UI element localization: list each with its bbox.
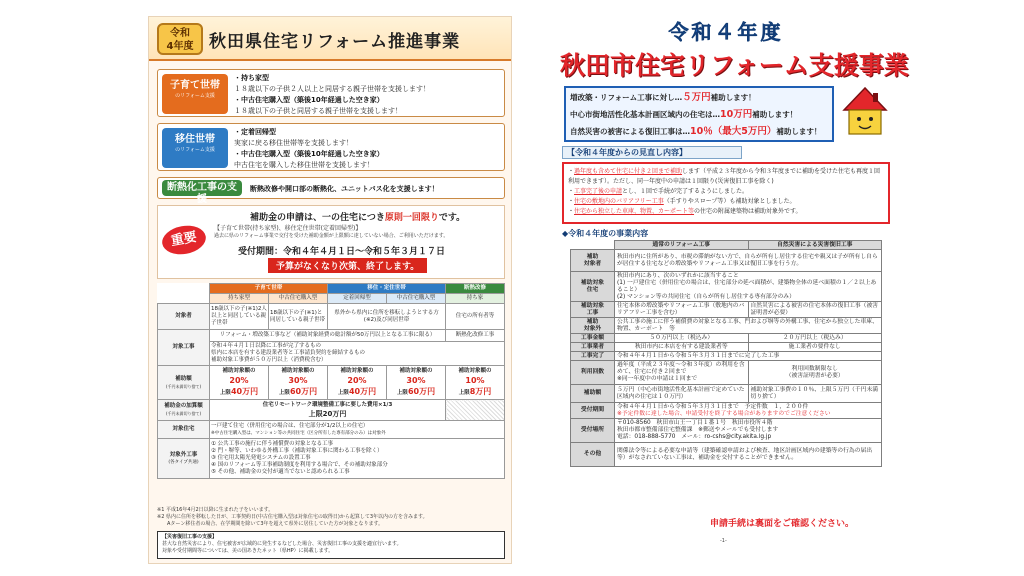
table-cell: 18歳以下の子(※1)と同居している親子世帯 [269, 304, 328, 330]
table-head: 自然災害による災害復旧工事 [748, 241, 882, 250]
table-row [571, 343, 882, 352]
house-mascot-icon [842, 84, 888, 142]
table-subhead: 中古住宅購入型 [269, 294, 328, 304]
table-subhead: 持ち家型 [210, 294, 269, 304]
table-cell: 住宅の所有者等 [446, 304, 505, 330]
row-label: 補助額 (千円未満切り捨て) [158, 366, 210, 400]
prefecture-flyer-header [149, 17, 512, 61]
table-row [571, 419, 882, 443]
row-label: 工事完了 [571, 352, 615, 361]
table-cell: 一戸建て住宅（併用住宅の場合は、住宅部分が1/2以上の住宅） ※中古住宅購入型は、マンション等の共同住宅（区分所有した専有部分のみ）は対象外 [210, 421, 505, 439]
table-cell: 自然災害による被害の住宅本体の復旧工事（被害証明書が必要） [748, 302, 882, 318]
disaster-support-box: 【災害復旧工事の支援】 甚大な自然災害により、住宅被害が広域的に発生するなどした場合、災害復旧工事の支援を適宜行います。 対象や受付期間等については、美の国あきたネット（県HP）に掲載します。 [157, 531, 505, 559]
city-flyer-year: 令和４年度 [668, 20, 784, 44]
category-child-rearing [157, 69, 505, 117]
reception-period: 受付期間：令和４年４月１日～令和５年３月１７日 [238, 247, 446, 257]
table-row [571, 385, 882, 403]
table-cell: 18歳以下の子(※1)2人以上と同居している親子世帯 [210, 304, 269, 330]
table-cell: 過年度（平成２３年度～令和３年度）の利用を含めて、住宅に付き２回まで ※同一年度中の申請は１回まで [615, 361, 749, 385]
table-row [571, 403, 882, 419]
table-row [158, 294, 505, 304]
change-item: ・過年度も含めて住宅に付き２回まで補助します（平成２３年度から令和３年度までに補助を受けた住宅も再度１回利用できます）。ただし、同一年度中の申請は１回限り(災害復旧工事を除く) [568, 168, 881, 185]
table-row [158, 439, 505, 479]
table-row [571, 352, 882, 361]
table-head: 断熱改修 [446, 284, 505, 294]
table-cell: 〒010-8560 秋田市山王一丁目１番１号 秋田市役所４階 秋田市都市整備部住宅整備課 ※郵送やメールでも受付します 電話：018-888-5770 メール：ro-cshs@city.akita.lg.jp [615, 419, 882, 443]
table-row [158, 330, 505, 342]
table-row [158, 366, 505, 400]
table-head: 通常のリフォーム工事 [615, 241, 749, 250]
category-migrant [157, 123, 505, 171]
change-item: ・住宅から独立した車庫、物置、カーポート等の住宅の附属建築物は補助対象外です。 [568, 208, 802, 215]
notice-one-time: 補助金の申請は、一の住宅につき原則一回限りです。 [250, 213, 466, 223]
row-label: 対象工事 [158, 330, 210, 366]
table-cell: 施工業者の要件なし [748, 343, 882, 352]
amount-cell: 補助対象額の 30% 上限60万円 [269, 366, 328, 400]
table-cell: ５万円（中心市街地活性化基本計画で定めていた区域内の住宅は１０万円） [615, 385, 749, 403]
table-cell: 住宅リモートワーク環境整備工事に要した費用×1/3 上限20万円 [210, 400, 446, 421]
highlight-line: 増改築・リフォーム工事に対し…５万円補助します！ [570, 92, 756, 103]
akita-prefecture-flyer [148, 16, 512, 564]
table-row [158, 284, 505, 294]
highlight-line: 自然災害の被害による復旧工事は…10％（最大5万円）補助します！ [570, 126, 822, 137]
row-label: 工事金額 [571, 334, 615, 343]
amount-cell: 補助対象額の 20% 上限40万円 [328, 366, 387, 400]
row-label: 補助 対象者 [571, 250, 615, 272]
table-row [571, 302, 882, 318]
table-cell: リフォーム・増改築工事など（補助対象経費の総計額が50万円以上となる工事に限る） [210, 330, 446, 342]
table-row [571, 334, 882, 343]
amount-cell: 補助対象額の 30% 上限60万円 [387, 366, 446, 400]
table-cell: 住宅本体の増改築やリフォーム工事（敷地内のバリアフリー工事を含む） [615, 302, 749, 318]
row-label: 補助対象 住宅 [571, 272, 615, 302]
row-label: 補助 対象外 [571, 318, 615, 334]
table-row [571, 361, 882, 385]
row-label: 対象者 [158, 304, 210, 330]
table-cell [446, 400, 505, 421]
row-label: 補助対象 工事 [571, 302, 615, 318]
table-cell: 断熱化改修工事 [446, 330, 505, 342]
notice-condition: 過去に県のリフォーム事業で交付を受けた補助金額が上限額に達していない場合、ご利用いただけます。 [214, 233, 449, 239]
row-label: 対象外工事 (各タイプ共通) [158, 439, 210, 479]
table-row [571, 318, 882, 334]
category-label: 子育て世帯 のリフォーム支援 [162, 74, 228, 114]
important-notice [157, 205, 505, 279]
row-label: 対象住宅 [158, 421, 210, 439]
row-label: 補助金の加算額 (千円未満切り捨て) [158, 400, 210, 421]
city-program-table [570, 240, 882, 467]
table-cell: 令和４年４月１日以降に工事が完了するもの 県内に本店を有する建設業者等と工事請負契約を締結するもの 補助対象工事費が５０万円以上（消費税含む） [210, 342, 505, 366]
table-head: 子育て世帯 [210, 284, 328, 294]
category-description: ・持ち家型 １８歳以下の子供２人以上と同居する親子世帯を支援します！ ・中古住宅購入型（築後10年経過した空き家） １８歳以下の子供と同居する親子世帯を支援します！ [234, 74, 430, 115]
row-label: その他 [571, 443, 615, 467]
table-cell: ５０万円以上（税込み） [615, 334, 749, 343]
table-cell: 公共工事の施工に伴う補償費の対象となる工事、門および塀等の外構工事、住宅から独立した車庫、物置、カーポート 等 [615, 318, 882, 334]
table-cell: 関係法令等による必要な申請等（建築確認申請および検査、地区計画区域内の建築等の行為の届出等）がなされていない工事は、補助金を交付することができません。 [615, 443, 882, 467]
year-badge: 令和 4年度 [157, 23, 203, 55]
row-label: 補助額 [571, 385, 615, 403]
table-cell: ① 公共工事の施行に伴う補償費の対象となる工事 ② 門・塀等、いわゆる外構工事（補助対象工事に関わる工事を除く） ③ 住宅用太陽光発電システムの設置工事 ④ 国のリフォーム等工事補助制度を利用する場合で、その補助対象部分 ⑤ その他、補助金の交付が適当でないと認められる工事 [210, 439, 505, 479]
prefecture-subsidy-table [157, 283, 505, 479]
city-flyer-title: 秋田市住宅リフォーム支援事業 [560, 51, 909, 80]
category-label: 移住世帯 のリフォーム支援 [162, 128, 228, 168]
prefecture-footnotes: ※1 平成16年4月2日以降に生まれた子をいいます。 ※2 県内に住所を移転した日が、工事契約日(中古住宅購入型は対象住宅の取得日)から起算して3年以内の方を含みます。 Aターン移住者の場合、在学期間を除いて3年を超えて県外に居住していた方が対象となります。 [157, 507, 428, 527]
table-cell: 補助対象工事費の１０％、上限５万円（千円未満切り捨て） [748, 385, 882, 403]
page-number: -1- [720, 538, 727, 544]
table-cell: 令和４年４月１日から令和５年３月３１日までに完了した工事 [615, 352, 882, 361]
program-section-title: ◆令和４年度の事業内容 [562, 229, 649, 238]
row-label: 利用回数 [571, 361, 615, 385]
row-label: 受付場所 [571, 419, 615, 443]
changes-box [562, 162, 890, 224]
table-head: 移住・定住世帯 [328, 284, 446, 294]
budget-notice: 予算がなくなり次第、終了します。 [268, 258, 427, 273]
change-item: ・工事完了後の申請とし、１回で手続が完了するようにしました。 [568, 188, 749, 195]
important-stamp: 重要 [160, 222, 208, 257]
table-cell: ２０万円以上（税込み） [748, 334, 882, 343]
table-row [158, 400, 505, 421]
table-cell: 利用回数制限なし （被害証明書が必要） [748, 361, 882, 385]
table-row [158, 421, 505, 439]
table-cell: 秋田市内に住所があり、市税の滞納がない方で、自らが所有し居住する住宅や親又は子が所有し自らが居住する住宅などの増改築やリフォーム工事又は復旧工事を行う方。 [615, 250, 882, 272]
table-subhead: 中古住宅購入型 [387, 294, 446, 304]
table-cell: 秋田市内に本店を有する建設業者等 [615, 343, 749, 352]
table-subhead: 定着回帰型 [328, 294, 387, 304]
amount-cell: 補助対象額の 10% 上限8万円 [446, 366, 505, 400]
table-cell: 県外から県内に住所を移転しようとする方(※2)及び同居世帯 [328, 304, 446, 330]
table-row [571, 241, 882, 250]
changes-section-title: 【令和４年度からの見直し内容】 [562, 146, 742, 159]
prefecture-flyer-title: 秋田県住宅リフォーム推進事業 [209, 32, 461, 52]
row-label: 工事業者 [571, 343, 615, 352]
table-row [158, 342, 505, 366]
table-row [571, 272, 882, 302]
category-description: ・定着回帰型 実家に戻る移住世帯等を支援します！ ・中古住宅購入型（築後10年経過した空き家） 中古住宅を購入した移住世帯を支援します！ [234, 128, 384, 169]
category-description: 断熱改修や開口部の断熱化、ユニットバス化を支援します！ [250, 185, 439, 193]
table-cell: 秋田市内にあり、次のいずれかに該当すること (1) 一戸建住宅（併用住宅の場合は、住宅部分の延べ面積が、建築物全体の延べ面積の１／２以上あること） (2) マンション等の共同住宅（自らが所有し居住する専有部分のみ） [615, 272, 882, 302]
highlight-line: 中心市街地活性化基本計画区域内の住宅は…10万円補助します！ [570, 109, 798, 120]
row-label: 受付期間 [571, 403, 615, 419]
change-item: ・住宅の敷地内のバリアフリー工事（手すりやスロープ等）も補助対象としました。 [568, 198, 796, 205]
application-footer: 申請手続は裏面をご確認ください。 [710, 519, 855, 529]
table-subhead: 持ち家 [446, 294, 505, 304]
table-row [571, 250, 882, 272]
subsidy-highlights [564, 86, 834, 142]
notice-eligible-types: 【子育て世帯(持ち家型)、移住定住世帯(定着回帰型)】 [214, 225, 362, 232]
amount-cell: 補助対象額の 20% 上限40万円 [210, 366, 269, 400]
category-insulation [157, 177, 505, 205]
table-row [158, 304, 505, 330]
table-row [571, 443, 882, 467]
akita-city-flyer [560, 16, 909, 564]
category-label: 断熱化工事の支援 [162, 180, 242, 196]
table-cell: 令和４年４月１日から令和５年３月３１日まで 予定件数 １，２００件 ※予定件数に達した場合、申請受付を終了する場合がありますのでご注意ください [615, 403, 882, 419]
